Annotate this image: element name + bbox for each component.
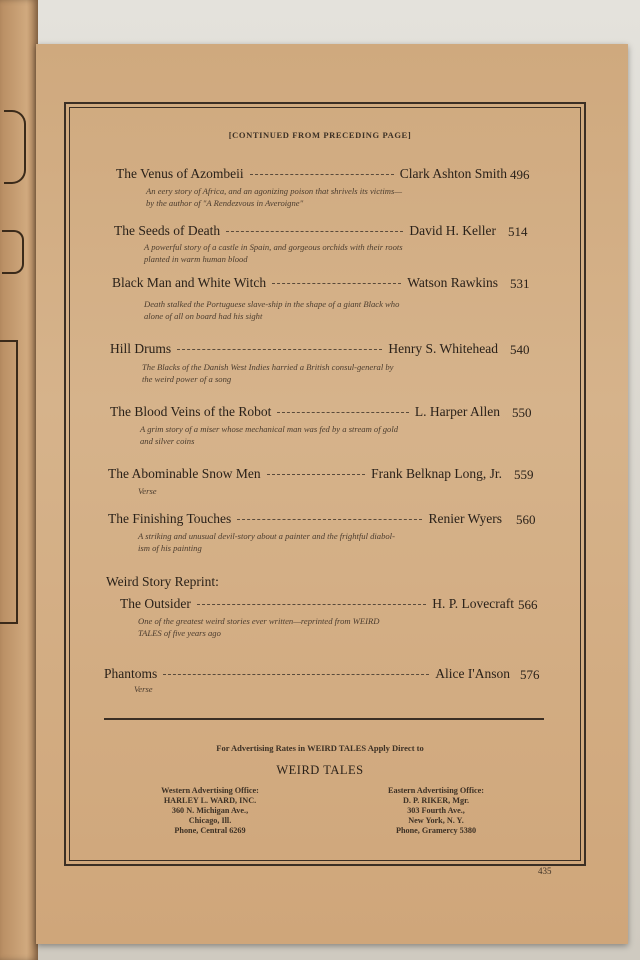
office-line: Phone, Central 6269 (174, 826, 246, 835)
office-line: 360 N. Michigan Ave., (171, 806, 249, 815)
story-page-number: 560 (516, 512, 536, 527)
story-page-number: 576 (520, 667, 540, 682)
story-title: The Venus of Azombeii (116, 166, 244, 181)
story-title: The Finishing Touches (108, 511, 232, 526)
story-author: L. Harper Allen (414, 404, 500, 419)
story-description: Verse (138, 486, 157, 496)
dot-leader (250, 174, 394, 175)
toc-entry (112, 275, 498, 291)
story-page-number: 566 (518, 597, 538, 612)
toc-entry (110, 341, 498, 357)
story-description: and silver coins (140, 436, 195, 446)
office-line: Eastern Advertising Office: (388, 786, 484, 795)
story-page-number: 540 (510, 342, 530, 357)
office-line: 303 Fourth Ave., (407, 806, 465, 815)
story-description: planted in warm human blood (144, 254, 248, 264)
story-author: Henry S. Whitehead (388, 341, 498, 356)
story-author: Alice I'Anson (435, 666, 510, 681)
story-title: Hill Drums (110, 341, 172, 356)
story-description: The Blacks of the Danish West Indies harried a British consul-general by (142, 362, 394, 372)
story-author: David H. Keller (409, 223, 496, 238)
story-title: Phantoms (104, 666, 158, 681)
story-description: by the author of "A Rendezvous in Averoigne" (146, 198, 304, 208)
story-description: An eery story of Africa, and an agonizing poison that shrivels its victims— (146, 186, 402, 196)
western-office (110, 786, 310, 836)
story-description: the weird power of a song (142, 374, 232, 384)
dot-leader (277, 412, 409, 413)
story-author: H. P. Lovecraft (432, 596, 514, 611)
toc-entry (110, 404, 500, 420)
story-title: Black Man and White Witch (112, 275, 267, 290)
dot-leader (237, 519, 422, 520)
story-author: Renier Wyers (428, 511, 502, 526)
office-line: Phone, Gramercy 5380 (395, 826, 477, 835)
story-description: Death stalked the Portuguese slave-ship in the shape of a giant Black who (144, 299, 400, 309)
dot-leader (272, 283, 401, 284)
story-description: TALES of five years ago (138, 628, 221, 638)
story-title: The Blood Veins of the Robot (110, 404, 272, 419)
story-page-number: 514 (508, 224, 528, 239)
story-description: alone of all on board had his sight (144, 311, 263, 321)
office-line: Western Advertising Office: (161, 786, 259, 795)
story-description: ism of his painting (138, 543, 202, 553)
story-title: The Outsider (120, 596, 191, 611)
magazine-name: WEIRD TALES (276, 763, 364, 777)
dot-leader (177, 349, 382, 350)
story-description: A powerful story of a castle in Spain, and gorgeous orchids with their roots (144, 242, 403, 252)
cover-art-fragment (2, 230, 24, 274)
dot-leader (197, 604, 426, 605)
magazine-cover-edge (0, 0, 38, 960)
story-page-number: 531 (510, 276, 530, 291)
story-description: One of the greatest weird stories ever written—reprinted from WEIRD (138, 616, 380, 626)
office-line: HARLEY L. WARD, INC. (163, 796, 257, 805)
story-page-number: 550 (512, 405, 532, 420)
toc-entry (116, 166, 507, 182)
office-line: Chicago, Ill. (188, 816, 232, 825)
toc-entry (120, 596, 514, 612)
office-line: New York, N. Y. (408, 816, 464, 825)
dot-leader (163, 674, 429, 675)
story-page-number: 559 (514, 467, 534, 482)
office-line: D. P. RIKER, Mgr. (402, 796, 470, 805)
toc-entry (104, 666, 510, 682)
story-description: Verse (134, 684, 153, 694)
advertising-line: For Advertising Rates in WEIRD TALES Apply Direct to (216, 743, 424, 753)
toc-entry (108, 511, 502, 527)
story-author: Clark Ashton Smith (399, 166, 507, 181)
dot-leader (267, 474, 366, 475)
story-title: The Abominable Snow Men (108, 466, 261, 481)
continued-header: [CONTINUED FROM PRECEDING PAGE] (228, 130, 412, 140)
dot-leader (226, 231, 403, 232)
story-author: Frank Belknap Long, Jr. (371, 466, 502, 481)
cover-art-fragment (0, 340, 18, 624)
story-title: The Seeds of Death (114, 223, 221, 238)
eastern-office (336, 786, 536, 836)
page-folio: 435 (538, 866, 552, 876)
section-divider (104, 718, 544, 720)
toc-entry (114, 223, 496, 239)
reprint-heading: Weird Story Reprint: (106, 574, 219, 589)
story-author: Watson Rawkins (407, 275, 498, 290)
story-description: A grim story of a miser whose mechanical man was fed by a stream of gold (140, 424, 399, 434)
cover-art-fragment (4, 110, 26, 184)
story-description: A striking and unusual devil-story about a painter and the frightful diabol- (138, 531, 395, 541)
toc-entry (108, 466, 502, 482)
story-page-number: 496 (510, 167, 530, 182)
